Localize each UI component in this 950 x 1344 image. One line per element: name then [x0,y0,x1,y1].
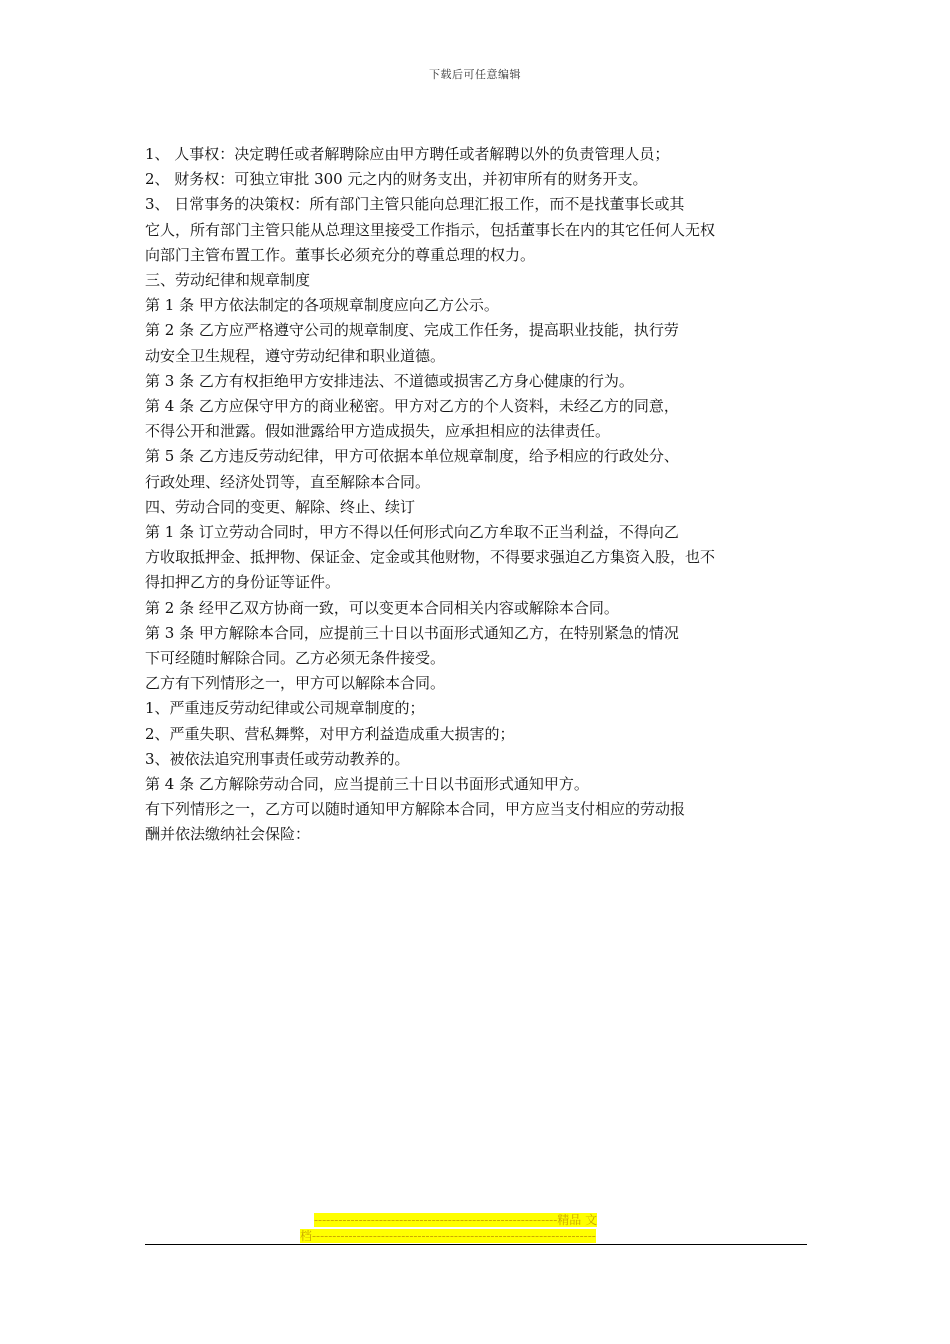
paragraph-line: 有下列情形之一，乙方可以随时通知甲方解除本合同，甲方应当支付相应的劳动报 [145,800,686,819]
footer-banner [300,1212,650,1244]
paragraph-line: 动安全卫生规程，遵守劳动纪律和职业道德。 [145,346,446,365]
paragraph-line: 第 4 条 乙方解除劳动合同，应当提前三十日以书面形式通知甲方。 [145,775,589,794]
paragraph-line: 它人，所有部门主管只能从总理这里接受工作指示，包括董事长在内的其它任何人无权 [145,220,716,239]
list-item: 3、被依法追究刑事责任或劳动教养的。 [145,749,410,768]
footer-banner-text: ------------------------------------------------------------精品 文 [314,1213,598,1227]
footer-divider [145,1244,807,1245]
footer-banner-line [300,1228,650,1244]
section-heading: 三、劳动纪律和规章制度 [145,271,311,290]
paragraph-line: 2、 财务权：可独立审批 300 元之内的财务支出，并初审所有的财务开支。 [145,170,648,189]
paragraph-line: 方收取抵押金、抵押物、保证金、定金或其他财物，不得要求强迫乙方集资入股，也不 [145,548,716,567]
section-heading: 四、劳动合同的变更、解除、终止、续订 [145,497,416,516]
paragraph-line: 1、 人事权：决定聘任或者解聘除应由甲方聘任或者解聘以外的负责管理人员； [145,145,670,163]
paragraph-line: 第 2 条 经甲乙双方协商一致，可以变更本合同相关内容或解除本合同。 [145,598,619,617]
paragraph-line: 第 1 条 订立劳动合同时，甲方不得以任何形式向乙方牟取不正当利益，不得向乙 [145,523,679,542]
paragraph-line: 酬并依法缴纳社会保险： [145,825,311,844]
paragraph-line: 下可经随时解除合同。乙方必须无条件接受。 [145,649,446,668]
paragraph-line: 不得公开和泄露。假如泄露给甲方造成损失，应承担相应的法律责任。 [145,422,611,441]
paragraph-line: 乙方有下列情形之一，甲方可以解除本合同。 [145,674,446,693]
paragraph-line: 第 3 条 甲方解除本合同，应提前三十日以书面形式通知乙方，在特别紧急的情况 [145,623,679,642]
paragraph-line: 行政处理、经济处罚等，直至解除本合同。 [145,472,431,491]
paragraph-line: 得扣押乙方的身份证等证件。 [145,573,341,592]
list-item: 1、严重违反劳动纪律或公司规章制度的； [145,699,425,718]
paragraph-line: 第 5 条 乙方违反劳动纪律，甲方可依据本单位规章制度，给予相应的行政处分、 [145,447,679,466]
header-note: 下载后可任意编辑 [429,68,521,81]
paragraph-line: 第 2 条 乙方应严格遵守公司的规章制度、完成工作任务，提高职业技能，执行劳 [145,321,679,340]
footer-banner-text: 档---------------------------------------------------------------------- [300,1229,596,1243]
paragraph-line: 第 3 条 乙方有权拒绝甲方安排违法、不道德或损害乙方身心健康的行为。 [145,371,634,390]
paragraph-line: 第 1 条 甲方依法制定的各项规章制度应向乙方公示。 [145,296,499,315]
document-body [145,142,795,848]
paragraph-line: 向部门主管布置工作。董事长必须充分的尊重总理的权力。 [145,245,536,264]
paragraph-line: 第 4 条 乙方应保守甲方的商业秘密。甲方对乙方的个人资料，未经乙方的同意， [145,397,679,416]
footer-banner-line [300,1212,650,1228]
list-item: 2、严重失职、营私舞弊，对甲方利益造成重大损害的； [145,724,515,743]
paragraph-line: 3、 日常事务的决策权：所有部门主管只能向总理汇报工作，而不是找董事长或其 [145,195,685,214]
